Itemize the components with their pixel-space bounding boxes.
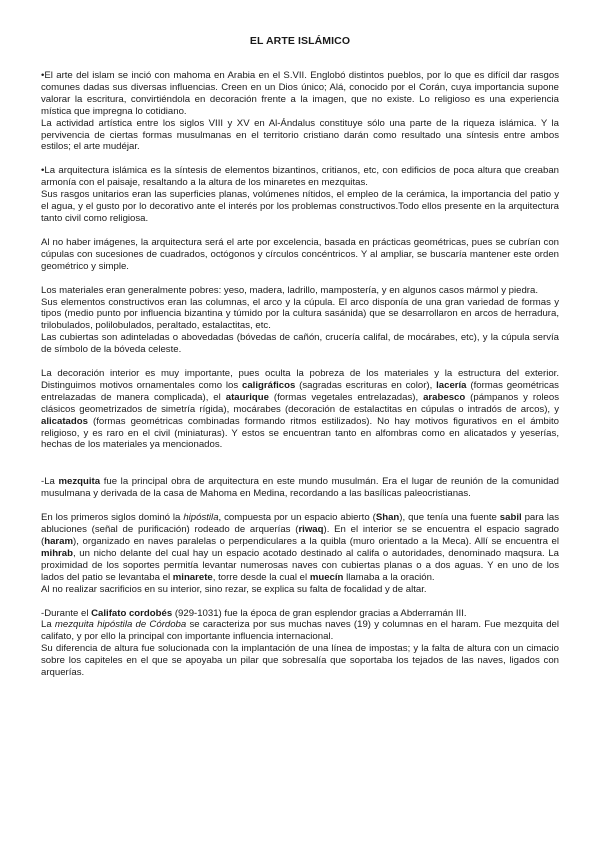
paragraph-height-solution: Su diferencia de altura fue solucionada con la implantación de una línea de impostas; y la falta de altura con un cimacio sobre los capiteles en el que se apoyaba un pilar que sobresalía que soportaba los tejados de las naves, ligados con arquerías. [41, 643, 559, 679]
paragraph-decoration: La decoración interior es muy importante, pues oculta la pobreza de los materiales y la estructura del exterior. Distinguimos motivos ornamentales como los caligráficos (sagradas escrituras en color), lacería (formas geométricas entrelazadas de manera complicada), el ataurique (formas vegetales entrelazadas), arabesco (pámpanos y roleos clásicos geometrizados de simetría rígida), mocárabes (decoración de estalactitas en cúpulas o intradós de arcos), y alicatados (formas geométricas combinadas formando ritmos estilizados). No hay motivos figurativos en el ámbito religioso, y es raro en el civil (miniaturas). Y estos se encuentran tanto en alfombras como en alicatados y yeserías, hechas de los materiales ya mencionados. [41, 368, 559, 451]
paragraph-architecture-intro: •La arquitectura islámica es la síntesis de elementos bizantinos, critianos, etc, con edificios de poca altura que creaban armonía con el paisaje, resaltando a la altura de los minaretes en mezquitas. [41, 165, 559, 189]
paragraph-islam-intro: •El arte del islam se inció con mahoma en Arabia en el S.VII. Englobó distintos pueblos, por lo que es difícil dar rasgos comunes dadas sus diversas influencias. Creen en un Dios único; Alá, conocido por el Corán, cuya importancia supone valorar la escritura, convirtiéndola en decoración frente a la imagen, que no existe. Lo religioso es una experiencia mística que impregna lo cotidiano. [41, 70, 559, 117]
paragraph-materials: Los materiales eran generalmente pobres: yeso, madera, ladrillo, mampostería, y en algunos casos mármol y piedra. [41, 284, 538, 296]
paragraph-al-andalus: La actividad artística entre los siglos VIII y XV en Al-Ándalus constituye sólo una parte de la riqueza islámica. Y la pervivencia de ciertas formas musulmanas en el territorio cristiano darán como resultado una síntesis entre ambos estilos; el arte mudéjar. [41, 117, 559, 153]
paragraph-geometry: Al no haber imágenes, la arquitectura será el arte por excelencia, basada en prácticas geométricas, pues se cubrían con cúpulas con sucesiones de cuadrados, octógonos y círculos concéntricos. Y al ampliar, se buscaría mantener este orden geométrico y simple. [41, 236, 559, 272]
paragraph-caliphate: -Durante el Califato cordobés (929-1031) fue la época de gran esplendor gracias a Abderramán III. [41, 607, 467, 619]
paragraph-mosque: -La mezquita fue la principal obra de arquitectura en este mundo musulmán. Era el lugar de reunión de la comunidad musulmana y derivada de la casa de Mahoma en Medina, recordando a las basílicas paleocristianas. [41, 476, 559, 500]
paragraph-cordoba-mosque: La mezquita hipóstila de Córdoba se caracteriza por sus muchas naves (19) y columnas en el haram. Fue mezquita del califato, y por ello la principal con importante influencia internacional. [41, 619, 559, 643]
paragraph-no-altar: Al no realizar sacrificios en su interior, sino rezar, se explica su falta de focalidad y de altar. [41, 583, 427, 595]
document-body [41, 70, 559, 679]
paragraph-hypostyle: En los primeros siglos dominó la hipóstila, compuesta por un espacio abierto (Shan), que tenía una fuente sabil para las abluciones (señal de purificación) rodeado de arquerías (riwaq). En el interior se se encuentra el espacio sagrado (haram), organizado en naves paralelas o perpendiculares a la quibla (muro orientado a la Meca). Allí se encuentra el mihrab, un nicho delante del cual hay un espacio acotado destinado al califa o autoridades, denominado maqsura. La proximidad de los soportes permitía levantar numerosas naves con cubiertas planas o a dos aguas. Y en uno de los lados del patio se levantaba el minarete, torre desde la cual el muecín llamaba a la oración. [41, 512, 560, 583]
paragraph-constructive-elements: Sus elementos constructivos eran las columnas, el arco y la cúpula. El arco disponía de una gran variedad de formas y tipos (medio punto por influencia bizantina y túmido por la cultura sasánida) que se desarrollaron en arcos de herradura, trilobulados, polilobulados, peraltado, estalactitas, etc. [41, 296, 559, 332]
document-title: EL ARTE ISLÁMICO [249, 35, 351, 47]
paragraph-architecture-traits: Sus rasgos unitarios eran las superficies planas, volúmenes nítidos, el empleo de la cerámica, la importancia del patio y el agua, y el gusto por lo decorativo ante el interés por los problemas constructivos.Todo ellos presente en la arquitectura tanto civil como religiosa. [41, 189, 559, 224]
paragraph-roofs: Las cubiertas son adinteladas o abovedadas (bóvedas de cañón, crucería califal, de mocárabes, etc), y la cúpula servía de símbolo de la bóveda celeste. [41, 332, 559, 356]
